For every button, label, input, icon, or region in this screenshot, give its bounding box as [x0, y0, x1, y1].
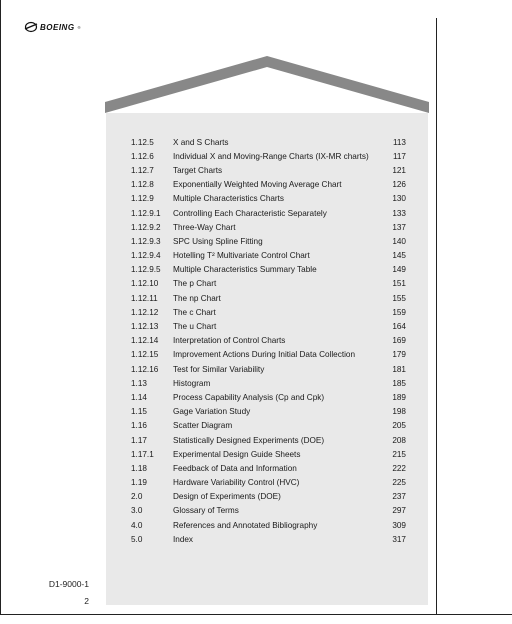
toc-entry[interactable]: [131, 234, 406, 248]
toc-entry-title: Exponentially Weighted Moving Average Chart: [173, 180, 342, 190]
toc-entry-title: The p Chart: [173, 279, 217, 289]
toc-entry-number: 1.15: [131, 407, 147, 417]
toc-entry-page: 151: [392, 279, 406, 289]
toc-entry-title: Process Capability Analysis (Cp and Cpk): [173, 392, 325, 402]
toc-entry[interactable]: [131, 461, 406, 475]
toc-entry[interactable]: [131, 334, 406, 348]
toc-entry-title: Improvement Actions During Initial Data Collection: [173, 350, 356, 360]
toc-entry-number: 4.0: [131, 520, 143, 530]
toc-entry-page: 164: [392, 322, 406, 332]
toc-entry-page: 126: [392, 180, 406, 190]
toc-entry-title: Scatter Diagram: [173, 421, 233, 431]
toc-entry-page: 198: [392, 407, 406, 417]
toc-entry[interactable]: [131, 220, 406, 234]
toc-entry-page: 205: [392, 421, 406, 431]
toc-entry-page: 222: [392, 463, 406, 473]
toc-entry-title: Multiple Characteristics Summary Table: [173, 265, 317, 275]
toc-entry-title: Target Charts: [173, 165, 223, 175]
toc-entry-page: 140: [392, 236, 406, 246]
toc-entry-page: 113: [392, 137, 406, 147]
toc-entry-page: 189: [392, 392, 406, 402]
toc-entry[interactable]: [131, 305, 406, 319]
right-border-rule: [436, 18, 437, 614]
toc-entry-title: Statistically Designed Experiments (DOE): [173, 435, 325, 445]
toc-entry-number: 3.0: [131, 506, 143, 516]
toc-entry-number: 1.12.14: [131, 336, 159, 346]
toc-entry[interactable]: [131, 249, 406, 263]
toc-entry[interactable]: [131, 348, 406, 362]
toc-entry-page: 155: [392, 293, 406, 303]
toc-entry-title: $\overline{X}$ and S Charts: [173, 137, 229, 147]
toc-entry[interactable]: [131, 291, 406, 305]
left-border-rule: [0, 0, 1, 614]
toc-entry-title: Individual X and Moving-Range Charts (IX-MR charts): [173, 151, 369, 161]
toc-entry-number: 1.12.9.1: [131, 208, 161, 218]
boeing-logo-icon: [24, 21, 38, 33]
toc-entry-page: 133: [392, 208, 406, 218]
toc-entry-title: Design of Experiments (DOE): [173, 492, 281, 502]
toc-entry-page: 159: [392, 307, 406, 317]
toc-list: [131, 135, 406, 546]
toc-entry-title: Histogram: [173, 378, 211, 388]
toc-entry-page: 181: [392, 364, 406, 374]
toc-entry-page: 208: [392, 435, 406, 445]
toc-entry[interactable]: [131, 490, 406, 504]
bottom-border-rule: [0, 614, 512, 615]
toc-entry-number: 1.12.9.2: [131, 222, 161, 232]
toc-entry-number: 1.12.8: [131, 180, 154, 190]
toc-entry-page: 317: [392, 534, 406, 544]
toc-entry-page: 149: [392, 265, 406, 275]
toc-entry-title: The u Chart: [173, 322, 217, 332]
toc-entry-title: Feedback of Data and Information: [173, 463, 297, 473]
toc-entry-page: 179: [392, 350, 406, 360]
toc-entry-number: 1.12.5: [131, 137, 154, 147]
toc-entry[interactable]: [131, 390, 406, 404]
toc-entry[interactable]: [131, 362, 406, 376]
toc-entry-page: 309: [392, 520, 406, 530]
toc-entry-number: 5.0: [131, 534, 143, 544]
toc-entry[interactable]: [131, 149, 406, 163]
toc-entry-number: 1.12.10: [131, 279, 159, 289]
toc-entry-title: Interpretation of Control Charts: [173, 336, 286, 346]
toc-entry-number: 1.12.16: [131, 364, 159, 374]
toc-entry-number: 1.18: [131, 463, 147, 473]
toc-entry[interactable]: [131, 192, 406, 206]
toc-entry[interactable]: [131, 263, 406, 277]
toc-entry[interactable]: [131, 178, 406, 192]
toc-entry-page: 169: [392, 336, 406, 346]
roof-graphic: [105, 56, 429, 114]
toc-entry-number: 1.12.9.3: [131, 236, 161, 246]
toc-entry[interactable]: [131, 433, 406, 447]
toc-entry-title: Experimental Design Guide Sheets: [173, 449, 301, 459]
toc-entry-number: 1.17: [131, 435, 147, 445]
toc-entry[interactable]: [131, 206, 406, 220]
toc-entry-number: 1.12.9.4: [131, 251, 161, 261]
toc-entry-page: 297: [392, 506, 406, 516]
toc-entry-number: 2.0: [131, 492, 143, 502]
toc-entry[interactable]: [131, 532, 406, 546]
boeing-logo: [24, 21, 81, 33]
toc-entry[interactable]: [131, 419, 406, 433]
toc-entry[interactable]: [131, 277, 406, 291]
toc-entry-page: 121: [392, 165, 406, 175]
toc-entry-number: 1.12.9: [131, 194, 154, 204]
toc-entry-title: Glossary of Terms: [173, 506, 239, 516]
toc-entry-page: 185: [392, 378, 406, 388]
toc-entry[interactable]: [131, 504, 406, 518]
toc-entry-number: 1.16: [131, 421, 147, 431]
toc-entry-title: The c Chart: [173, 307, 216, 317]
toc-entry[interactable]: [131, 376, 406, 390]
page-number: 2: [84, 596, 89, 606]
toc-entry-number: 1.12.11: [131, 293, 158, 303]
toc-entry-number: 1.12.13: [131, 322, 159, 332]
toc-entry-number: 1.17.1: [131, 449, 154, 459]
toc-entry-page: 130: [392, 194, 406, 204]
toc-entry-number: 1.12.15: [131, 350, 159, 360]
toc-entry-page: 215: [392, 449, 406, 459]
toc-entry-title: SPC Using Spline Fitting: [173, 236, 263, 246]
toc-entry-title: Hotelling T² Multivariate Control Chart: [173, 251, 310, 261]
toc-entry-page: 225: [392, 478, 406, 488]
toc-entry-number: 1.19: [131, 478, 147, 488]
toc-entry-title: Hardware Variability Control (HVC): [173, 478, 300, 488]
document-number: D1-9000-1: [48, 579, 89, 589]
toc-entry-title: The np Chart: [173, 293, 221, 303]
toc-entry[interactable]: [131, 447, 406, 461]
toc-entry[interactable]: [131, 476, 406, 490]
toc-entry-title: Three-Way Chart: [173, 222, 236, 232]
toc-entry-number: 1.12.9.5: [131, 265, 161, 275]
toc-entry-title: Gage Variation Study: [173, 407, 251, 417]
toc-entry-title: Test for Similar Variability: [173, 364, 265, 374]
toc-entry-number: 1.14: [131, 392, 147, 402]
logo-wordmark: BOEING: [40, 22, 75, 32]
toc-entry[interactable]: [131, 135, 406, 149]
toc-entry-title: Controlling Each Characteristic Separately: [173, 208, 327, 218]
toc-entry-number: 1.12.7: [131, 165, 154, 175]
toc-entry[interactable]: [131, 163, 406, 177]
toc-entry-title: Index: [173, 534, 194, 544]
toc-entry-page: 237: [392, 492, 406, 502]
toc-entry[interactable]: [131, 518, 406, 532]
toc-entry-page: 145: [392, 251, 406, 261]
toc-entry-number: 1.13: [131, 378, 147, 388]
trademark-mark: ®: [77, 24, 81, 30]
toc-entry-number: 1.12.12: [131, 307, 159, 317]
toc-entry-page: 137: [392, 222, 406, 232]
toc-entry-page: 117: [392, 151, 406, 161]
toc-entry-title: References and Annotated Bibliography: [173, 520, 318, 530]
toc-entry[interactable]: [131, 405, 406, 419]
toc-entry-number: 1.12.6: [131, 151, 154, 161]
toc-entry[interactable]: [131, 319, 406, 333]
toc-entry-title: Multiple Characteristics Charts: [173, 194, 285, 204]
